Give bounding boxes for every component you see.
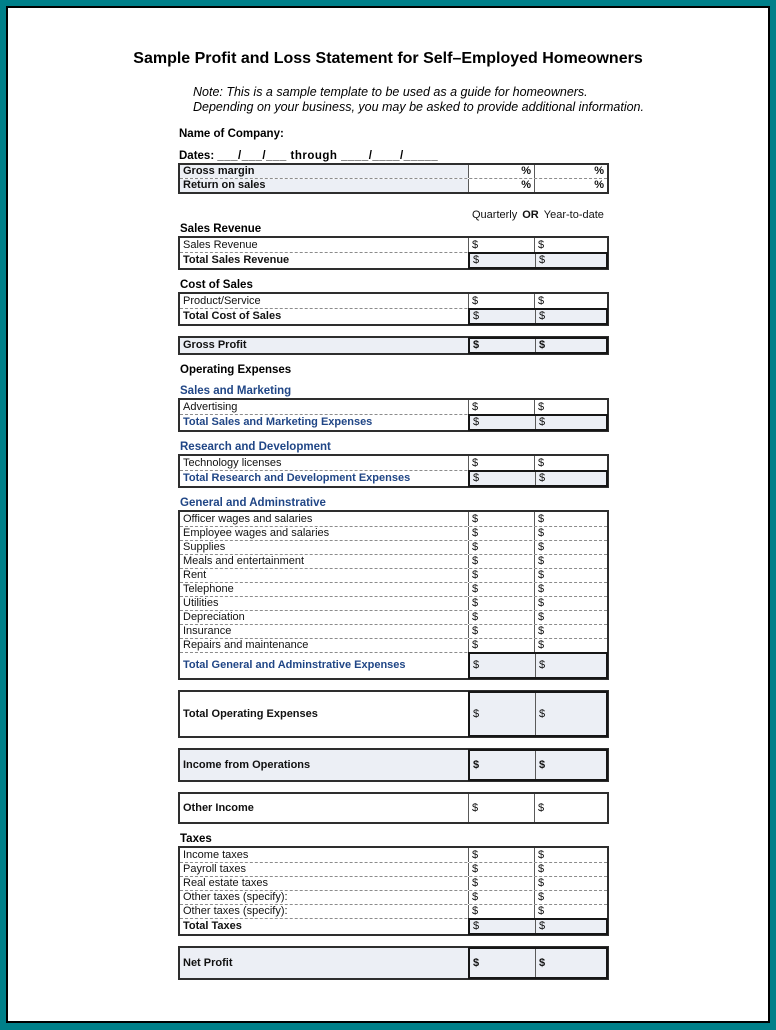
amount-cell-quarterly: $ (469, 905, 535, 918)
amount-cell-year-to-date: $ (539, 659, 546, 671)
company-name-line (179, 128, 768, 140)
row-label: Total Taxes (180, 919, 469, 934)
row-label: Sales Revenue (180, 238, 469, 252)
amount-pair (469, 583, 607, 596)
table-row (180, 238, 607, 252)
amount-cell-year-to-date: $ (538, 555, 545, 567)
pl-table (178, 292, 609, 326)
row-label: Insurance (180, 625, 469, 638)
amount-cell-year-to-date: $ (538, 597, 545, 609)
table-row (180, 456, 607, 470)
amount-cell-quarterly: $ (469, 794, 535, 822)
table-row (180, 862, 607, 876)
amount-pair (469, 905, 607, 918)
amount-cell-quarterly: $ (469, 877, 535, 890)
row-label: Technology licenses (180, 456, 469, 470)
table-row (180, 400, 607, 414)
row-label: Real estate taxes (180, 877, 469, 890)
amount-pair (468, 470, 608, 487)
table-row (180, 512, 607, 526)
amount-cell-year-to-date: $ (538, 863, 545, 875)
amount-cell-year-to-date: $ (538, 639, 545, 651)
amount-pair (468, 252, 608, 269)
pl-table (178, 236, 609, 270)
amount-cell-year-to-date: $ (539, 310, 546, 322)
row-label: Total Sales Revenue (180, 253, 469, 268)
amount-cell-year-to-date: $ (539, 707, 546, 720)
amount-cell-quarterly: $ (469, 294, 535, 308)
section-heading: Sales Revenue (180, 223, 262, 235)
row-label: Total General and Adminstrative Expenses (180, 653, 469, 678)
note-line-2: Depending on your business, you may be asked to provide additional information. (193, 100, 644, 114)
row-label: Product/Service (180, 294, 469, 308)
amount-cell-quarterly: $ (469, 400, 535, 414)
amount-cell-quarterly: $ (469, 611, 535, 624)
section-heading: Research and Development (180, 441, 331, 453)
document-page (6, 6, 770, 1023)
amount-cell-quarterly: $ (469, 555, 535, 568)
table-row (180, 414, 607, 430)
row-label: Meals and entertainment (180, 555, 469, 568)
amount-cell-quarterly: $ (469, 569, 535, 582)
pl-table (178, 510, 609, 680)
section-heading: General and Adminstrative (180, 497, 326, 509)
amount-pair (468, 414, 608, 431)
note-text (193, 85, 768, 115)
amount-pair (469, 179, 607, 192)
amount-pair (469, 400, 607, 414)
amount-cell-quarterly: $ (469, 863, 535, 876)
row-label: Income taxes (180, 848, 469, 862)
dates-label: Dates: (179, 150, 215, 162)
amount-cell-year-to-date: $ (538, 527, 545, 539)
amount-pair (468, 652, 608, 679)
pl-table (178, 748, 609, 782)
row-label: Total Research and Development Expenses (180, 471, 469, 486)
amount-pair (469, 569, 607, 582)
table-row (180, 526, 607, 540)
amount-cell-year-to-date: $ (538, 801, 545, 814)
amount-pair (469, 863, 607, 876)
amount-pair (469, 848, 607, 862)
amount-cell-year-to-date: $ (539, 339, 546, 351)
amount-cell-quarterly: $ (469, 456, 535, 470)
table-row (180, 794, 607, 822)
amount-pair (469, 611, 607, 624)
amount-cell-quarterly: $ (469, 639, 535, 652)
amount-pair (469, 891, 607, 904)
amount-cell-year-to-date: $ (538, 848, 545, 861)
table-row (180, 638, 607, 652)
table-row (180, 848, 607, 862)
amount-cell-quarterly: $ (469, 848, 535, 862)
amount-pair (468, 749, 608, 781)
amount-cell-year-to-date: $ (538, 625, 545, 637)
table-row (180, 178, 607, 192)
amount-cell-quarterly: $ (470, 310, 536, 323)
row-label: Return on sales (180, 179, 469, 192)
amount-cell-year-to-date: $ (539, 472, 546, 484)
amount-cell-year-to-date: % (594, 165, 604, 177)
table-row (180, 692, 607, 736)
table-row (180, 918, 607, 934)
amount-cell-year-to-date: $ (538, 891, 545, 903)
pl-table (178, 454, 609, 488)
table-row (180, 904, 607, 918)
note-line-1: Note: This is a sample template to be used as a guide for homeowners. (193, 85, 588, 99)
amount-cell-year-to-date: $ (538, 569, 545, 581)
table-row (180, 252, 607, 268)
amount-cell-year-to-date: $ (538, 294, 545, 307)
section-heading: Operating Expenses (180, 364, 292, 376)
amount-pair (469, 238, 607, 252)
table-row (180, 568, 607, 582)
table-row (180, 596, 607, 610)
amount-cell-quarterly: $ (470, 654, 536, 677)
row-label: Total Sales and Marketing Expenses (180, 415, 469, 430)
pl-table (178, 846, 609, 936)
row-label: Income from Operations (180, 750, 469, 780)
amount-cell-quarterly: $ (469, 597, 535, 610)
amount-pair (469, 555, 607, 568)
row-label: Utilities (180, 597, 469, 610)
row-label: Rent (180, 569, 469, 582)
amount-pair (469, 456, 607, 470)
amount-cell-quarterly: $ (470, 254, 536, 267)
pl-table (178, 163, 609, 194)
row-label: Gross Profit (180, 338, 469, 353)
row-label: Net Profit (180, 948, 469, 978)
or-label: OR (522, 209, 539, 221)
pl-table (178, 690, 609, 738)
row-label: Telephone (180, 583, 469, 596)
amount-cell-quarterly: $ (469, 238, 535, 252)
amount-cell-year-to-date: $ (538, 400, 545, 413)
row-label: Advertising (180, 400, 469, 414)
table-row (180, 624, 607, 638)
amount-pair (469, 294, 607, 308)
amount-pair (468, 918, 608, 935)
table-row (180, 652, 607, 678)
company-name-label: Name of Company: (179, 128, 284, 140)
amount-pair (468, 947, 608, 979)
table-row (180, 308, 607, 324)
amount-cell-quarterly: $ (470, 920, 536, 933)
amount-cell-year-to-date: $ (539, 416, 546, 428)
amount-cell-year-to-date: $ (539, 956, 546, 969)
row-label: Total Cost of Sales (180, 309, 469, 324)
row-label: Officer wages and salaries (180, 512, 469, 526)
amount-cell-quarterly: $ (469, 891, 535, 904)
amount-cell-year-to-date: $ (538, 611, 545, 623)
amount-cell-year-to-date: $ (538, 512, 545, 525)
table-row (180, 890, 607, 904)
pl-table (178, 946, 609, 980)
amount-cell-year-to-date: $ (539, 254, 546, 266)
amount-cell-quarterly: $ (469, 625, 535, 638)
amount-pair (469, 527, 607, 540)
amount-pair (468, 308, 608, 325)
amount-cell-year-to-date: $ (538, 877, 545, 889)
amount-cell-quarterly: $ (470, 339, 536, 352)
column-header-quarterly: Quarterly (472, 209, 518, 221)
amount-pair (469, 512, 607, 526)
column-header (178, 209, 609, 221)
row-label: Repairs and maintenance (180, 639, 469, 652)
table-row (180, 750, 607, 780)
table-row (180, 554, 607, 568)
amount-cell-quarterly: % (469, 165, 535, 178)
table-row (180, 470, 607, 486)
table-row (180, 610, 607, 624)
section-heading: Taxes (180, 833, 212, 845)
row-label: Gross margin (180, 165, 469, 178)
amount-cell-year-to-date: $ (538, 541, 545, 553)
row-label: Employee wages and salaries (180, 527, 469, 540)
table-row (180, 948, 607, 978)
amount-cell-quarterly: $ (470, 472, 536, 485)
amount-cell-quarterly: $ (469, 512, 535, 526)
pl-table (178, 398, 609, 432)
row-label: Other taxes (specify): (180, 905, 469, 918)
amount-cell-quarterly: $ (469, 541, 535, 554)
amount-pair (469, 597, 607, 610)
amount-pair (469, 541, 607, 554)
row-label: Other Income (180, 794, 469, 822)
amount-pair (468, 337, 608, 354)
table-row (180, 540, 607, 554)
statement-body (178, 163, 609, 980)
amount-cell-year-to-date: $ (538, 238, 545, 251)
amount-pair (469, 639, 607, 652)
table-row (180, 165, 607, 178)
amount-cell-quarterly: $ (469, 583, 535, 596)
dates-line (179, 150, 768, 162)
row-label: Payroll taxes (180, 863, 469, 876)
amount-pair (469, 877, 607, 890)
amount-cell-quarterly: $ (470, 751, 536, 779)
amount-cell-quarterly: $ (470, 416, 536, 429)
amount-cell-year-to-date: $ (539, 758, 546, 771)
amount-pair (468, 691, 608, 737)
table-row (180, 876, 607, 890)
amount-pair (469, 165, 607, 178)
table-row (180, 338, 607, 353)
amount-cell-year-to-date: $ (539, 920, 546, 932)
amount-cell-quarterly: $ (470, 693, 536, 735)
amount-cell-year-to-date: $ (538, 905, 545, 917)
amount-cell-year-to-date: $ (538, 583, 545, 595)
column-header-year-to-date: Year-to-date (543, 209, 604, 221)
row-label: Supplies (180, 541, 469, 554)
amount-pair (469, 625, 607, 638)
row-label: Total Operating Expenses (180, 692, 469, 736)
row-label: Other taxes (specify): (180, 891, 469, 904)
amount-pair (469, 794, 607, 822)
pl-table (178, 336, 609, 355)
section-heading: Cost of Sales (180, 279, 253, 291)
row-label: Depreciation (180, 611, 469, 624)
pl-table (178, 792, 609, 824)
document (8, 8, 768, 980)
table-row (180, 582, 607, 596)
section-heading: Sales and Marketing (180, 385, 292, 397)
amount-cell-quarterly: $ (470, 949, 536, 977)
dates-value: ___/___/___ through ____/____/_____ (217, 150, 439, 162)
page-title: Sample Profit and Loss Statement for Self–Employed Homeowners (133, 50, 643, 67)
table-row (180, 294, 607, 308)
amount-cell-quarterly: $ (469, 527, 535, 540)
amount-cell-quarterly: % (469, 179, 535, 192)
amount-cell-year-to-date: $ (538, 456, 545, 469)
amount-cell-year-to-date: % (594, 179, 604, 191)
